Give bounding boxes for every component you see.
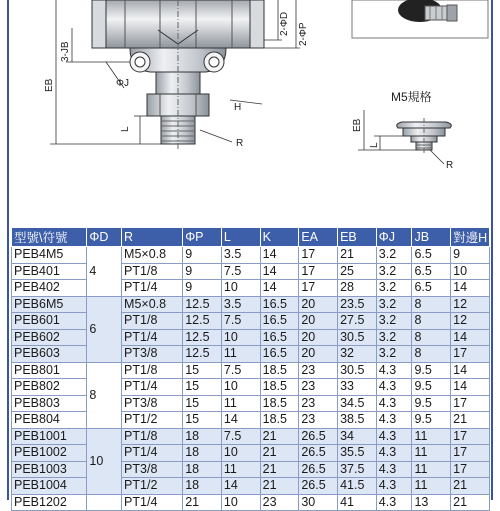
column-header: ΦP xyxy=(183,228,222,247)
table-cell: PT1/4 xyxy=(122,494,183,511)
table-cell: 21 xyxy=(451,478,490,495)
table-cell: 30 xyxy=(299,494,338,511)
table-cell: 4.3 xyxy=(376,461,412,478)
table-cell: 21 xyxy=(260,445,299,462)
table-cell: PT1/8 xyxy=(122,362,183,379)
table-cell: 12.5 xyxy=(183,313,222,330)
table-cell: 30.5 xyxy=(338,329,377,346)
table-cell: M5×0.8 xyxy=(122,247,183,264)
table-cell: 30.5 xyxy=(338,362,377,379)
table-cell: 6.5 xyxy=(412,247,451,264)
table-row xyxy=(12,247,490,264)
table-row xyxy=(12,445,490,462)
table-cell: 9 xyxy=(451,247,490,264)
table-cell: 9.5 xyxy=(412,395,451,412)
table-cell: 23 xyxy=(260,494,299,511)
table-cell: PT3/8 xyxy=(122,395,183,412)
table-cell: PEB603 xyxy=(12,346,87,363)
column-header: R xyxy=(122,228,183,247)
table-cell: 12.5 xyxy=(183,329,222,346)
table-cell: 21 xyxy=(183,494,222,511)
table-cell: 6.5 xyxy=(412,280,451,297)
m5-detail-title: M5規格 xyxy=(391,90,432,104)
table-cell: 14 xyxy=(260,280,299,297)
table-cell: 3.2 xyxy=(376,247,412,264)
table-cell: 20 xyxy=(299,329,338,346)
m5-label-l: L xyxy=(369,142,380,148)
column-header: L xyxy=(221,228,260,247)
table-cell: 28 xyxy=(338,280,377,297)
table-cell: 14 xyxy=(451,362,490,379)
column-header: JB xyxy=(412,228,451,247)
table-cell: 4.3 xyxy=(376,494,412,511)
table-cell: 8 xyxy=(412,313,451,330)
table-row xyxy=(12,379,490,396)
column-header: EB xyxy=(338,228,377,247)
table-row xyxy=(12,395,490,412)
table-cell: 34.5 xyxy=(338,395,377,412)
table-cell: 23 xyxy=(299,362,338,379)
table-cell: 35.5 xyxy=(338,445,377,462)
table-cell: 3.2 xyxy=(376,313,412,330)
label-r: R xyxy=(236,138,244,149)
table-cell: 3.2 xyxy=(376,296,412,313)
table-cell: PT1/4 xyxy=(122,379,183,396)
table-row xyxy=(12,478,490,495)
table-cell: 17 xyxy=(451,346,490,363)
m5-detail-drawing xyxy=(352,110,453,171)
table-row xyxy=(12,412,490,429)
table-cell: 20 xyxy=(299,296,338,313)
table-cell: PT1/4 xyxy=(122,329,183,346)
table-cell: PEB601 xyxy=(12,313,87,330)
table-cell: 9.5 xyxy=(412,379,451,396)
table-cell: 4.3 xyxy=(376,445,412,462)
table-cell: 26.5 xyxy=(299,478,338,495)
table-row xyxy=(12,329,490,346)
table-cell: 17 xyxy=(299,247,338,264)
table-row xyxy=(12,461,490,478)
table-cell: 10 xyxy=(221,445,260,462)
table-cell: PEB401 xyxy=(12,263,87,280)
table-cell: 3.2 xyxy=(376,263,412,280)
table-row xyxy=(12,494,490,511)
table-cell: 10 xyxy=(451,263,490,280)
table-header-row xyxy=(12,228,490,247)
table-cell: 10 xyxy=(221,329,260,346)
table-cell: 17 xyxy=(451,445,490,462)
table-cell: 18 xyxy=(183,428,222,445)
diameter-cell: 4 xyxy=(87,247,122,297)
column-header: 型號\符號 xyxy=(12,228,87,247)
table-cell: 21 xyxy=(260,461,299,478)
column-header: 對邊H xyxy=(451,228,490,247)
table-row xyxy=(12,362,490,379)
table-cell: 14 xyxy=(451,329,490,346)
table-cell: 18.5 xyxy=(260,412,299,429)
table-cell: 11 xyxy=(412,445,451,462)
column-header: EA xyxy=(299,228,338,247)
table-cell: 17 xyxy=(451,395,490,412)
table-cell: 17 xyxy=(451,428,490,445)
table-cell: 18.5 xyxy=(260,395,299,412)
table-cell: 38.5 xyxy=(338,412,377,429)
table-cell: 9 xyxy=(183,263,222,280)
table-cell: 3.5 xyxy=(221,247,260,264)
column-header: K xyxy=(260,228,299,247)
table-cell: 41.5 xyxy=(338,478,377,495)
table-cell: PEB801 xyxy=(12,362,87,379)
product-photo xyxy=(352,0,488,38)
table-cell: 18.5 xyxy=(260,362,299,379)
label-l: L xyxy=(120,126,131,132)
table-cell: 7.5 xyxy=(221,428,260,445)
spec-table xyxy=(11,227,490,511)
table-cell: 26.5 xyxy=(299,428,338,445)
table-cell: 15 xyxy=(183,395,222,412)
table-cell: 14 xyxy=(451,280,490,297)
table-cell: 4.3 xyxy=(376,379,412,396)
table-cell: 11 xyxy=(221,346,260,363)
table-cell: 11 xyxy=(412,478,451,495)
m5-label-r: R xyxy=(446,160,454,171)
table-cell: PEB1003 xyxy=(12,461,87,478)
table-cell: 23.5 xyxy=(338,296,377,313)
table-cell: PT1/8 xyxy=(122,313,183,330)
label-h: H xyxy=(234,102,242,113)
table-body xyxy=(12,247,490,511)
diameter-cell: 6 xyxy=(87,296,122,362)
table-cell: PEB1001 xyxy=(12,428,87,445)
table-cell: 21 xyxy=(260,478,299,495)
table-cell: 9 xyxy=(183,280,222,297)
table-cell: PT1/2 xyxy=(122,478,183,495)
table-cell: 10 xyxy=(221,379,260,396)
table-cell: 9.5 xyxy=(412,362,451,379)
table-cell: 16.5 xyxy=(260,296,299,313)
table-cell: 14 xyxy=(260,263,299,280)
table-cell: 21 xyxy=(451,412,490,429)
table-cell: 8 xyxy=(412,346,451,363)
table-cell: 6.5 xyxy=(412,263,451,280)
table-cell: 3.5 xyxy=(221,296,260,313)
label-phi-p: 2-ΦP xyxy=(298,22,309,46)
diameter-cell: 8 xyxy=(87,362,122,428)
table-cell: 20 xyxy=(299,346,338,363)
table-cell: PEB4M5 xyxy=(12,247,87,264)
table-cell: 12 xyxy=(451,313,490,330)
table-cell: PEB6M5 xyxy=(12,296,87,313)
table-cell: 3.2 xyxy=(376,329,412,346)
table-cell: 10 xyxy=(221,280,260,297)
table-cell: 15 xyxy=(183,379,222,396)
diameter-cell: 10 xyxy=(87,428,122,494)
table-cell: 11 xyxy=(221,461,260,478)
table-cell: 26.5 xyxy=(299,445,338,462)
table-cell: 18 xyxy=(183,445,222,462)
table-cell: 16.5 xyxy=(260,313,299,330)
table-cell: 7.5 xyxy=(221,263,260,280)
table-cell: 3.2 xyxy=(376,346,412,363)
table-cell: 9.5 xyxy=(412,412,451,429)
table-cell: 18 xyxy=(183,478,222,495)
table-cell: 16.5 xyxy=(260,329,299,346)
table-cell: 27.5 xyxy=(338,313,377,330)
column-header: ΦJ xyxy=(376,228,412,247)
table-cell: 9 xyxy=(183,247,222,264)
table-cell: 17 xyxy=(451,461,490,478)
table-row xyxy=(12,296,490,313)
table-cell: 32 xyxy=(338,346,377,363)
table-cell: 15 xyxy=(183,362,222,379)
table-cell: 14 xyxy=(221,478,260,495)
label-phi-j: ΦJ xyxy=(116,78,129,89)
table-cell: 21 xyxy=(338,247,377,264)
table-cell: 37.5 xyxy=(338,461,377,478)
table-row xyxy=(12,263,490,280)
table-cell: 20 xyxy=(299,313,338,330)
table-row xyxy=(12,280,490,297)
table-cell: 12 xyxy=(451,296,490,313)
table-cell: 16.5 xyxy=(260,346,299,363)
table-cell: 15 xyxy=(183,412,222,429)
table-cell: PT3/8 xyxy=(122,461,183,478)
table-row xyxy=(12,428,490,445)
table-cell: 4.3 xyxy=(376,362,412,379)
table-row xyxy=(12,313,490,330)
table-cell: PEB1202 xyxy=(12,494,87,511)
table-cell: 25 xyxy=(338,263,377,280)
tee-body xyxy=(92,0,264,150)
table-cell: 18.5 xyxy=(260,379,299,396)
table-cell: 23 xyxy=(299,412,338,429)
label-phi-d: 2-ΦD xyxy=(279,11,290,36)
table-cell: PT3/8 xyxy=(122,346,183,363)
table-cell: 14 xyxy=(260,247,299,264)
table-cell: 7.5 xyxy=(221,313,260,330)
table-cell: 4.3 xyxy=(376,478,412,495)
table-cell: 17 xyxy=(299,280,338,297)
table-cell: 8 xyxy=(412,329,451,346)
table-cell: PEB1002 xyxy=(12,445,87,462)
label-eb: EB xyxy=(44,78,55,92)
diameter-cell xyxy=(87,494,122,511)
table-cell: 23 xyxy=(299,379,338,396)
table-cell: PT1/8 xyxy=(122,428,183,445)
table-cell: 4.3 xyxy=(376,395,412,412)
table-cell: 12.5 xyxy=(183,346,222,363)
table-cell: 26.5 xyxy=(299,461,338,478)
table-cell: 4.3 xyxy=(376,412,412,429)
table-row xyxy=(12,346,490,363)
table-cell: PEB804 xyxy=(12,412,87,429)
table-cell: 14 xyxy=(451,379,490,396)
table-cell: 33 xyxy=(338,379,377,396)
table-cell: PEB1004 xyxy=(12,478,87,495)
table-cell: 11 xyxy=(221,395,260,412)
table-cell: 11 xyxy=(412,461,451,478)
label-jb: 3-JB xyxy=(60,41,71,62)
table-cell: 14 xyxy=(221,412,260,429)
table-cell: 13 xyxy=(412,494,451,511)
table-cell: PEB802 xyxy=(12,379,87,396)
table-cell: PT1/8 xyxy=(122,263,183,280)
table-cell: 7.5 xyxy=(221,362,260,379)
table-cell: 10 xyxy=(221,494,260,511)
table-cell: PT1/2 xyxy=(122,412,183,429)
table-cell: 18 xyxy=(183,461,222,478)
column-header: ΦD xyxy=(87,228,122,247)
fitting-drawing xyxy=(0,0,500,225)
table-cell: 34 xyxy=(338,428,377,445)
table-cell: 21 xyxy=(451,494,490,511)
table-cell: 11 xyxy=(412,428,451,445)
table-cell: 21 xyxy=(260,428,299,445)
table-cell: 4.3 xyxy=(376,428,412,445)
table-cell: PT1/4 xyxy=(122,280,183,297)
table-cell: PEB402 xyxy=(12,280,87,297)
table-cell: PEB602 xyxy=(12,329,87,346)
m5-label-eb: EB xyxy=(352,118,363,132)
table-cell: PEB803 xyxy=(12,395,87,412)
table-cell: 12.5 xyxy=(183,296,222,313)
table-cell: 3.2 xyxy=(376,280,412,297)
table-cell: M5×0.8 xyxy=(122,296,183,313)
table-cell: 8 xyxy=(412,296,451,313)
table-cell: PT1/4 xyxy=(122,445,183,462)
table-cell: 17 xyxy=(299,263,338,280)
table-cell: 41 xyxy=(338,494,377,511)
table-cell: 23 xyxy=(299,395,338,412)
